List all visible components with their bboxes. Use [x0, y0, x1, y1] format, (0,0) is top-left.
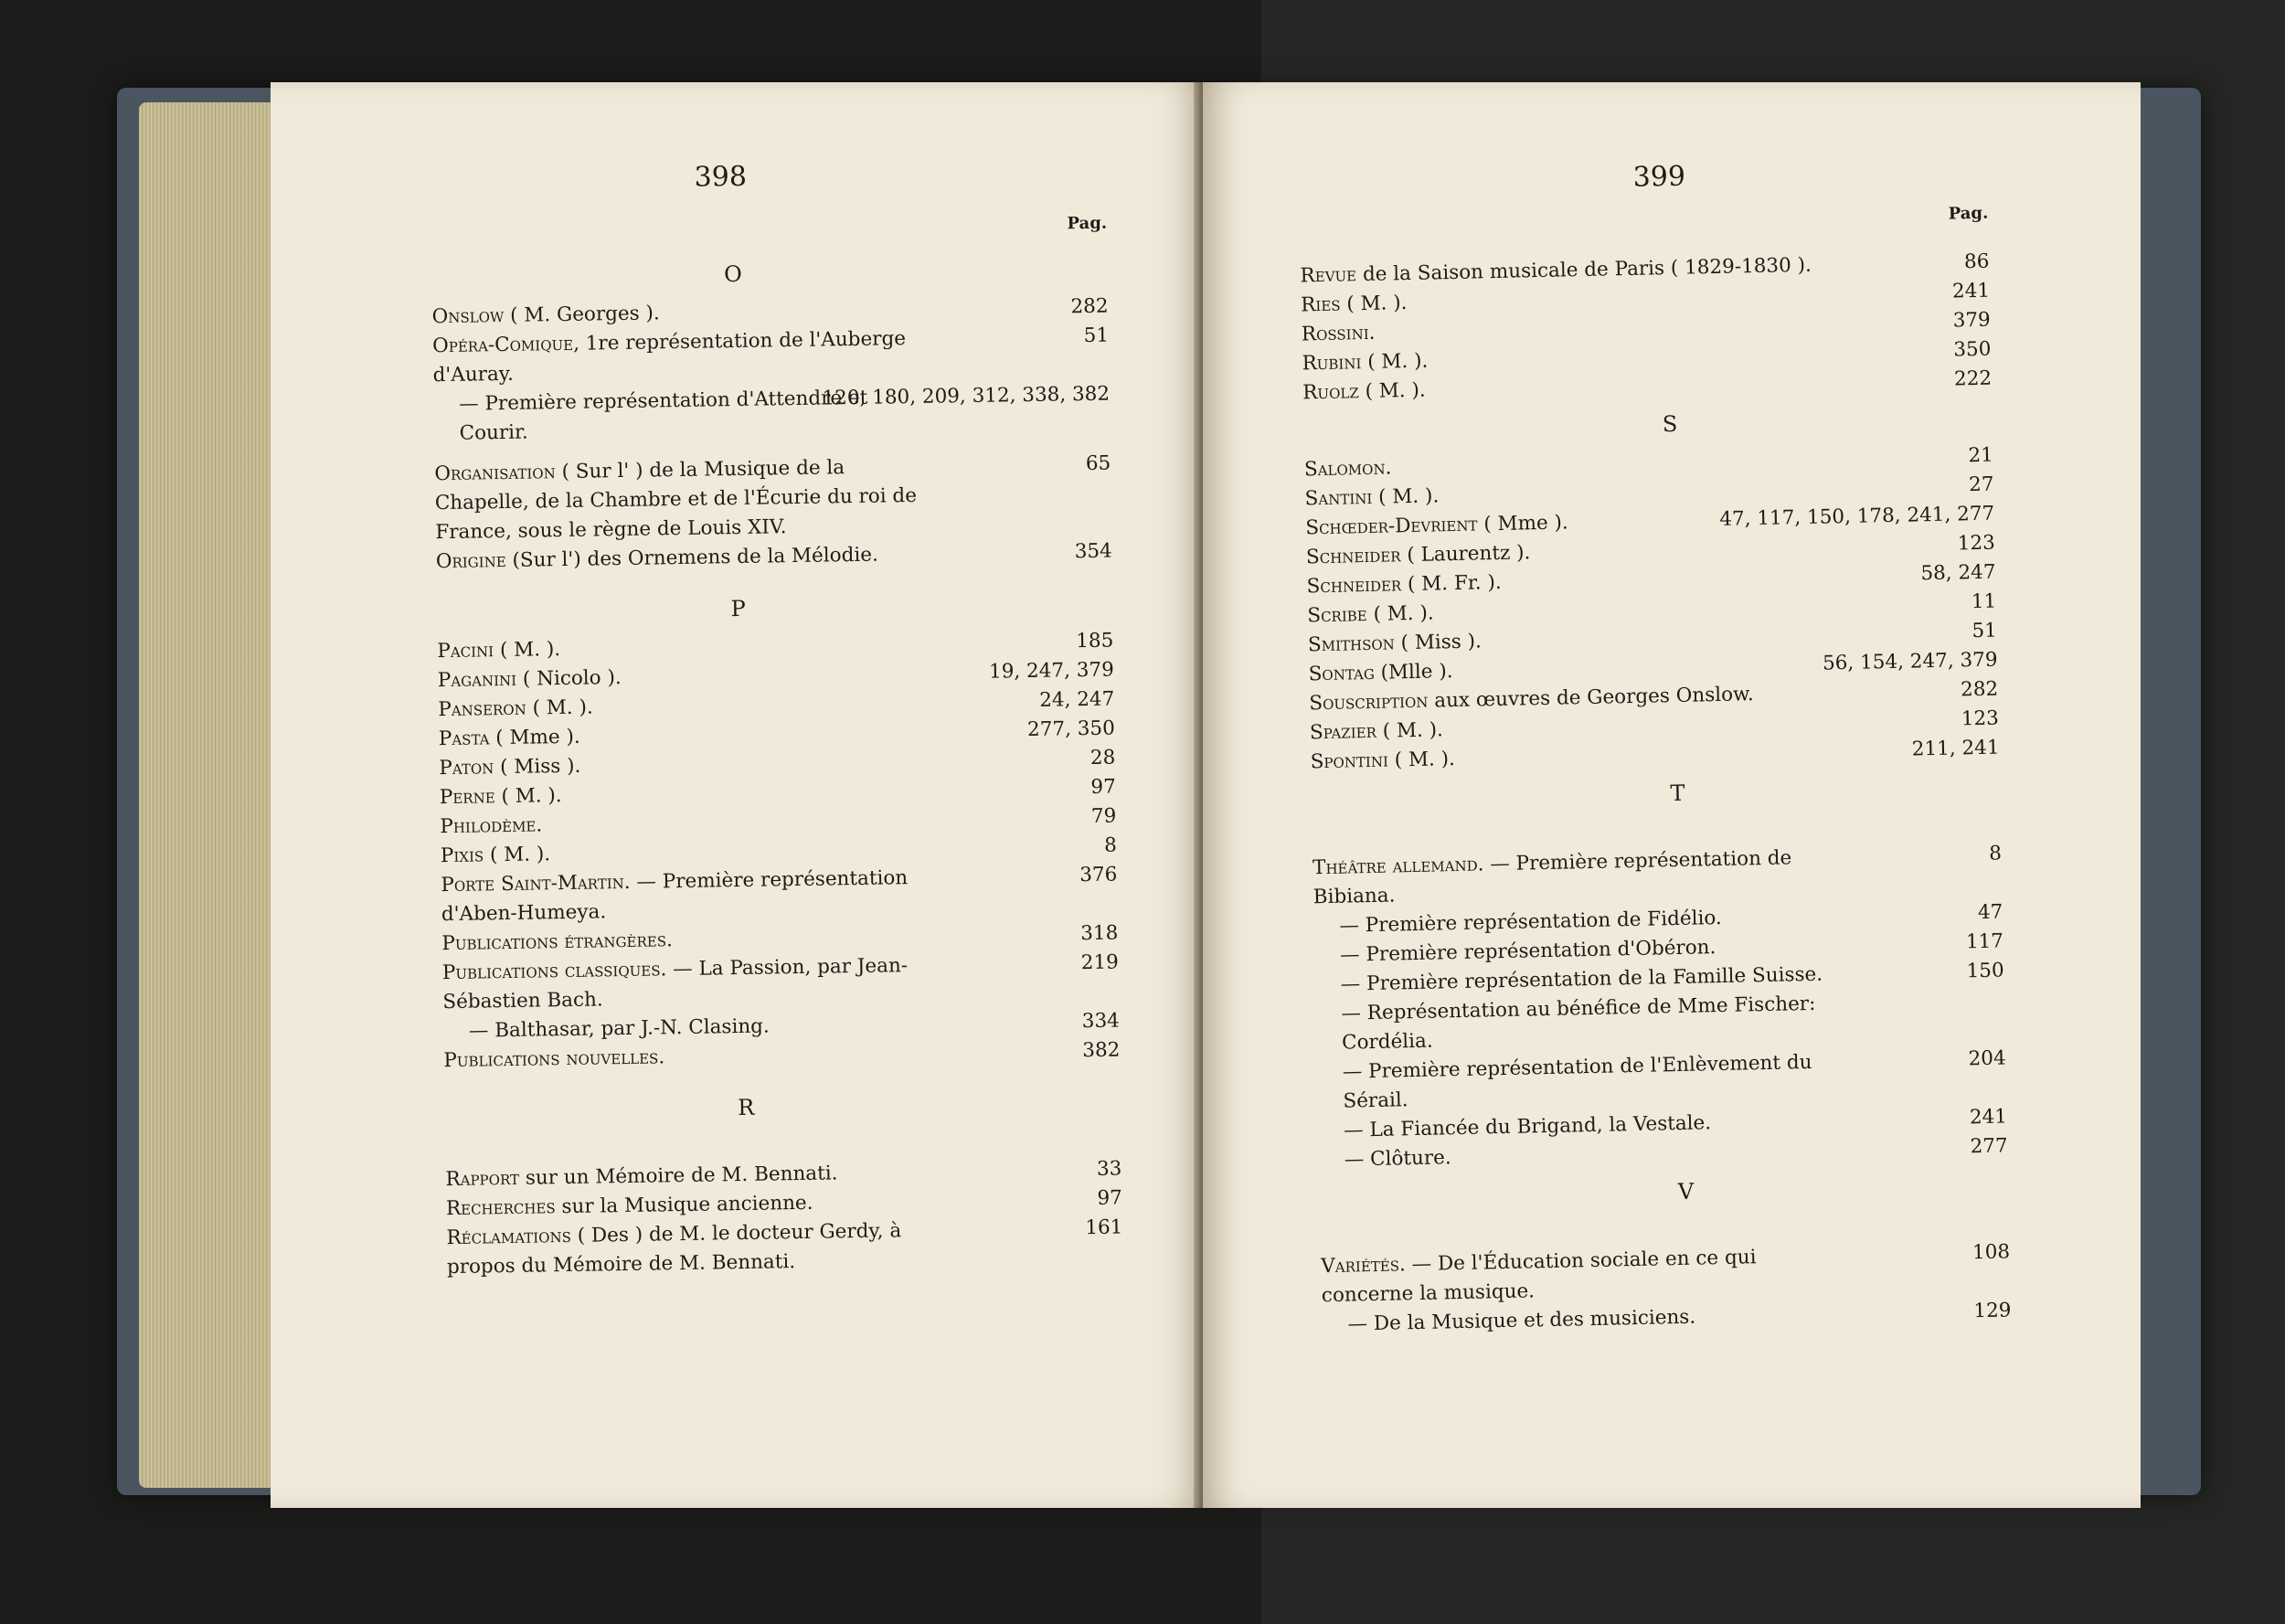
index-entry: — Première représentation de Fidélio. 47	[1313, 898, 2003, 942]
entry-pages: 334	[1081, 1009, 1121, 1034]
index-entry: Paganini ( Nicolo ). 19, 247, 379	[438, 656, 1114, 696]
entry-pages: 56, 154, 247, 379	[1822, 648, 1998, 675]
entry-pages: 65	[1085, 451, 1111, 475]
entry-pages: 97	[1090, 775, 1117, 799]
entry-pages: 24, 247	[1039, 687, 1115, 712]
entry-pages: 354	[1074, 539, 1112, 564]
index-entry: Spazier ( M. ). 123	[1310, 705, 2000, 748]
index-entry: Rossini. 379	[1302, 306, 1992, 350]
entry-pages: 86	[1963, 249, 1990, 274]
entry-pages: 318	[1080, 921, 1119, 946]
entry-pages: 108	[1971, 1240, 2011, 1265]
index-entry: Smithson ( Miss ). 51	[1308, 617, 1998, 661]
index-entry: Santini ( M. ). 27	[1304, 471, 1994, 515]
entry-pages: 219	[1080, 950, 1120, 975]
index-entry: Sontag (Mlle ). 56, 154, 247, 379	[1308, 646, 1998, 690]
entry-pages: 33	[1096, 1157, 1122, 1181]
index-entry: Pixis ( M. ). 8	[441, 832, 1117, 872]
entry-pages: 8	[1989, 842, 2003, 865]
index-entry: Publications classiques. — La Passion, par Jean-Sébastien Bach. 219	[442, 949, 1120, 1018]
entry-pages: 123	[1957, 531, 1996, 556]
index-entry: Salomon. 21	[1304, 441, 1994, 485]
index-entry: Perne ( M. ). 97	[440, 773, 1116, 813]
page-block-edge	[139, 102, 276, 1488]
entry-pages: 97	[1097, 1186, 1123, 1210]
index-entry: Rapport sur un Mémoire de M. Bennati. 33	[445, 1154, 1121, 1194]
entry-pages: 51	[1083, 324, 1110, 348]
entry-pages: 241	[1951, 279, 1991, 303]
index-entry: Schœder-Devrient ( Mme ). 47, 117, 150, 178, 241, 277	[1305, 500, 1995, 544]
index-entry: — Balthasar, par J.-N. Clasing. 334	[443, 1006, 1120, 1046]
index-entry: Opéra-Comique, 1re représentation de l'Auberge d'Auray. 51	[432, 322, 1110, 391]
index-entry: Réclamations ( Des ) de M. le docteur Gerdy, à propos du Mémoire de M. Bennati. 161	[446, 1213, 1123, 1282]
entry-pages: 282	[1960, 677, 1999, 702]
index-entry: Théâtre allemand. — Première représentation de Bibiana. 8	[1313, 840, 2003, 913]
entry-pages: 282	[1070, 294, 1109, 319]
index-entry: Origine (Sur l') des Ornemens de la Mélodie. 354	[436, 537, 1112, 578]
index-entry: Paton ( Miss ). 28	[439, 744, 1115, 784]
entry-pages: 350	[1953, 337, 1992, 362]
entry-pages: 117	[1965, 929, 2004, 954]
entry-pages: 21	[1968, 443, 1994, 468]
entry-pages: 379	[1952, 308, 1991, 333]
index-entry: — Première représentation d'Obéron. 117	[1314, 928, 2004, 971]
index-entry: Scribe ( M. ). 11	[1307, 588, 1997, 632]
index-entry: — Première représentation de l'Enlèvement du Sérail. 204	[1316, 1044, 2006, 1117]
entry-pages: 241	[1969, 1105, 2008, 1130]
index-entry: Spontini ( M. ). 211, 241	[1310, 734, 2000, 778]
index-entry: — Représentation au bénéfice de Mme Fischer: Cordélia.	[1341, 992, 1816, 1055]
entry-pages: 79	[1090, 804, 1117, 828]
index-entry: — De la Musique et des musiciens. 129	[1322, 1296, 2012, 1340]
section-letter-p: P	[730, 595, 746, 622]
entry-pages: 161	[1085, 1215, 1123, 1240]
entry-pages: 277	[1970, 1134, 2008, 1159]
left-page	[271, 82, 1203, 1508]
index-entry: Variétés. — De l'Éducation sociale en ce qui concerne la musique. 108	[1321, 1237, 2011, 1311]
index-entry: Philodème. 79	[440, 802, 1116, 843]
entry-pages: 222	[1953, 366, 1993, 391]
index-entry: — La Fiancée du Brigand, la Vestale. 241	[1318, 1102, 2008, 1146]
entry-pages: 11	[1971, 589, 1997, 614]
index-entry: — Clôture. 277	[1318, 1131, 2008, 1175]
section-letter-v: V	[1677, 1178, 1695, 1205]
entry-pages: 47, 117, 150, 178, 241, 277	[1719, 502, 1995, 531]
index-entry: Pasta ( Mme ). 277, 350	[439, 715, 1115, 755]
index-entry: Recherches sur la Musique ancienne. 97	[446, 1184, 1122, 1224]
entry-pages: 58, 247	[1920, 560, 1996, 586]
index-content	[1197, 233, 2158, 1342]
index-entry: Publications nouvelles. 382	[443, 1035, 1120, 1076]
index-entry: Ries ( M. ). 241	[1301, 277, 1991, 321]
page-number: 399	[1632, 160, 1686, 194]
index-entry: Panseron ( M. ). 24, 247	[438, 685, 1114, 726]
index-entry: Pacini ( M. ). 185	[437, 627, 1113, 667]
section-letter-s: S	[1662, 410, 1678, 438]
index-entry: Souscription aux œuvres de Georges Onslow. 282	[1309, 675, 1999, 719]
index-entry: Schneider ( M. Fr. ). 58, 247	[1306, 558, 1996, 602]
entry-pages: 120, 180, 209, 312, 338, 382	[822, 382, 1111, 410]
index-entry: Porte Saint-Martin. — Première représentation d'Aben-Humeya. 376	[441, 861, 1118, 930]
index-entry: — Première représentation d'Attendre et Courir. 120, 180, 209, 312, 338, 382	[433, 380, 1111, 450]
entry-pages: 129	[1973, 1299, 2012, 1323]
entry-pages: 211, 241	[1911, 736, 2000, 761]
entry-pages: 277, 350	[1026, 716, 1116, 742]
entry-pages: 8	[1103, 833, 1118, 857]
entry-pages: 382	[1082, 1038, 1121, 1063]
entry-pages: 28	[1089, 746, 1116, 770]
index-entry: Publications étrangères. 318	[441, 919, 1118, 960]
section-letter-t: T	[1670, 780, 1685, 807]
right-page	[1203, 82, 2141, 1508]
entry-pages: 150	[1966, 959, 2004, 983]
index-content	[267, 254, 1215, 1285]
entry-pages: 376	[1079, 863, 1118, 887]
entry-pages: 185	[1076, 629, 1114, 653]
index-entry: Organisation ( Sur l' ) de la Musique de la Chapelle, de la Chambre et de l'Écurie du roi de France, sous le règne de Louis XIV. 65	[434, 450, 1111, 548]
section-letter-o: O	[723, 260, 743, 288]
entry-pages: 47	[1977, 900, 2003, 925]
pag-header: Pag.	[1948, 203, 1989, 224]
entry-pages: 19, 247, 379	[988, 658, 1114, 684]
index-entry: — Première représentation de la Famille Suisse. 150	[1314, 956, 2004, 1000]
index-entry: Schneider ( Laurentz ). 123	[1306, 529, 1996, 573]
page-number: 398	[694, 160, 748, 194]
index-entry: Onslow ( M. Georges ). 282	[431, 292, 1108, 333]
entry-pages: 51	[1971, 619, 1998, 643]
index-entry: Revue de la Saison musicale de Paris ( 1829-1830 ). 86	[1300, 248, 1990, 292]
entry-pages: 204	[1968, 1046, 2006, 1071]
index-entry: Ruolz ( M. ). 222	[1302, 365, 1993, 409]
index-entry: Rubini ( M. ). 350	[1302, 335, 1992, 379]
pag-header: Pag.	[1067, 213, 1108, 234]
entry-pages: 27	[1968, 472, 1994, 497]
entry-pages: 123	[1961, 706, 2000, 731]
section-letter-r: R	[738, 1094, 755, 1121]
